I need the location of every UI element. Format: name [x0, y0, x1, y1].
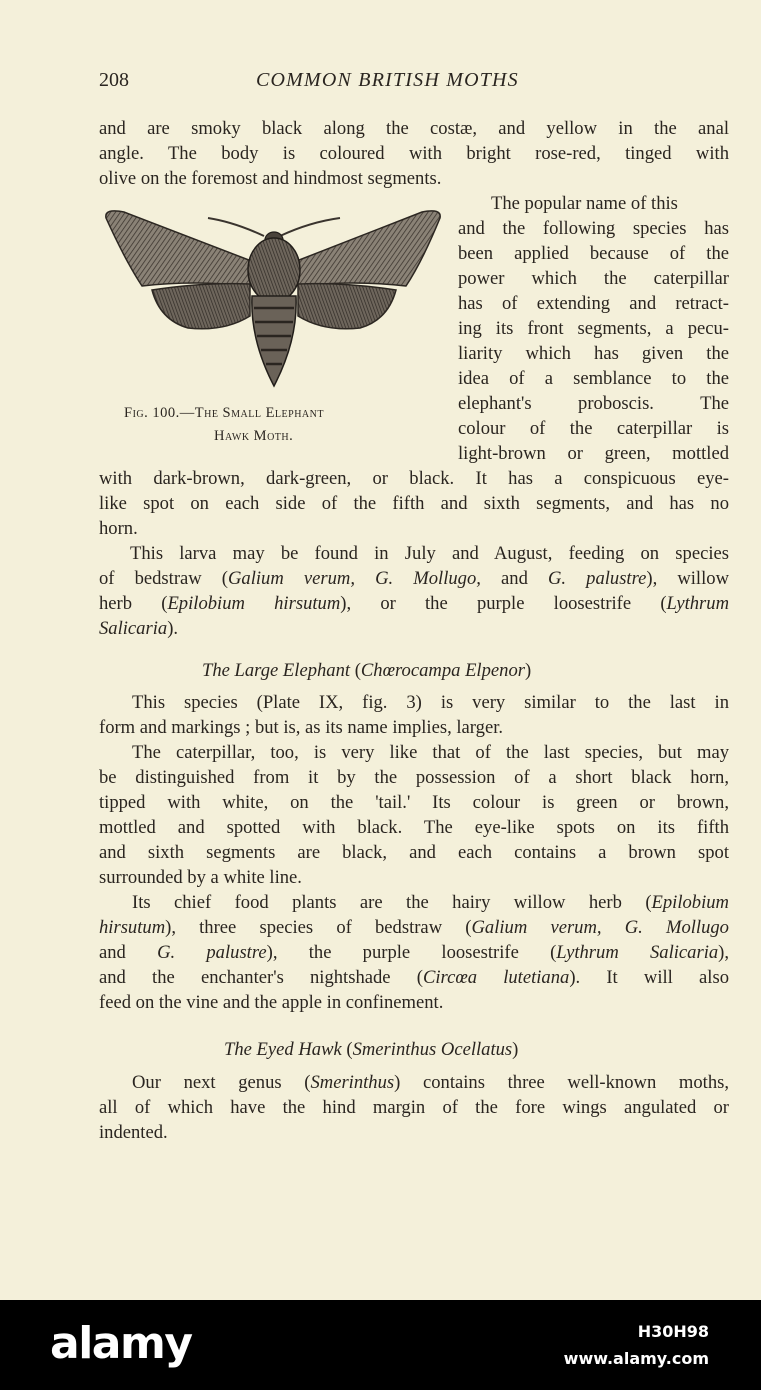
- text-line: colour of the caterpillar is: [458, 418, 729, 439]
- text-line: The popular name of this: [491, 193, 678, 214]
- text-line: like spot on each side of the fifth and sixth segments, and has no: [99, 493, 729, 514]
- text-line: with dark-brown, dark-green, or black. It has a conspicuous eye-: [99, 468, 729, 489]
- text-line: feed on the vine and the apple in confinement.: [99, 992, 444, 1013]
- text-line: power which the caterpillar: [458, 268, 729, 289]
- figure-caption-line: Fig. 100.—The Small Elephant: [124, 405, 324, 421]
- text-line: horn.: [99, 518, 138, 539]
- text-line: idea of a semblance to the: [458, 368, 729, 389]
- text-line: and are smoky black along the costæ, and yellow in the anal: [99, 118, 729, 139]
- text-line: mottled and spotted with black. The eye-like spots on its fifth: [99, 817, 729, 838]
- text-line: Salicaria).: [99, 618, 179, 639]
- text-line: and G. palustre), the purple loosestrife (Lythrum Salicaria),: [99, 942, 730, 963]
- text-line: This species (Plate IX, fig. 3) is very similar to the last in: [132, 692, 729, 713]
- text-line: liarity which has given the: [458, 343, 729, 364]
- text-line: hirsutum), three species of bedstraw (Galium verum, G. Mollugo: [99, 917, 729, 938]
- text-line: light-brown or green, mottled: [458, 443, 729, 464]
- text-line: and sixth segments are black, and each contains a brown spot: [99, 842, 729, 863]
- text-line: indented.: [99, 1122, 168, 1143]
- watermark-footer: [0, 1300, 761, 1390]
- running-title: COMMON BRITISH MOTHS: [256, 69, 519, 91]
- text-line: tipped with white, on the 'tail.' Its colour is green or brown,: [99, 792, 729, 813]
- text-line: Its chief food plants are the hairy willow herb (Epilobium: [132, 892, 729, 913]
- text-line: ing its front segments, a pecu-: [458, 318, 729, 339]
- text-line: surrounded by a white line.: [99, 867, 302, 888]
- text-line: Our next genus (Smerinthus) contains three well-known moths,: [132, 1072, 729, 1093]
- text-line: all of which have the hind margin of the fore wings angulated or: [99, 1097, 729, 1118]
- text-line: The caterpillar, too, is very like that of the last species, but may: [132, 742, 729, 763]
- alamy-logo: alamy: [50, 1318, 192, 1369]
- text-line: and the following species has: [458, 218, 729, 239]
- section-heading: The Eyed Hawk (Smerinthus Ocellatus): [224, 1039, 519, 1060]
- small-elephant-hawk-moth-illustration: [104, 200, 444, 392]
- text-line: has of extending and retract-: [458, 293, 729, 314]
- text-line: herb (Epilobium hirsutum), or the purple loosestrife (Lythrum: [99, 593, 729, 614]
- text-line: form and markings ; but is, as its name implies, larger.: [99, 717, 504, 738]
- text-line: be distinguished from it by the possession of a short black horn,: [99, 767, 729, 788]
- text-line: olive on the foremost and hindmost segments.: [99, 168, 442, 189]
- text-line: angle. The body is coloured with bright rose-red, tinged with: [99, 143, 729, 164]
- text-line: elephant's proboscis. The: [458, 393, 729, 414]
- section-heading: The Large Elephant (Chœrocampa Elpenor): [202, 660, 532, 681]
- image-id: H30H98: [637, 1322, 709, 1341]
- site-url: www.alamy.com: [563, 1349, 709, 1368]
- text-line: of bedstraw (Galium verum, G. Mollugo, and G. palustre), willow: [99, 568, 729, 589]
- text-line: been applied because of the: [458, 243, 729, 264]
- text-line: and the enchanter's nightshade (Circœa lutetiana). It will also: [99, 967, 729, 988]
- text-line: This larva may be found in July and August, feeding on species: [130, 543, 729, 564]
- page-number: 208: [99, 69, 129, 91]
- figure-caption-line: Hawk Moth.: [214, 428, 294, 444]
